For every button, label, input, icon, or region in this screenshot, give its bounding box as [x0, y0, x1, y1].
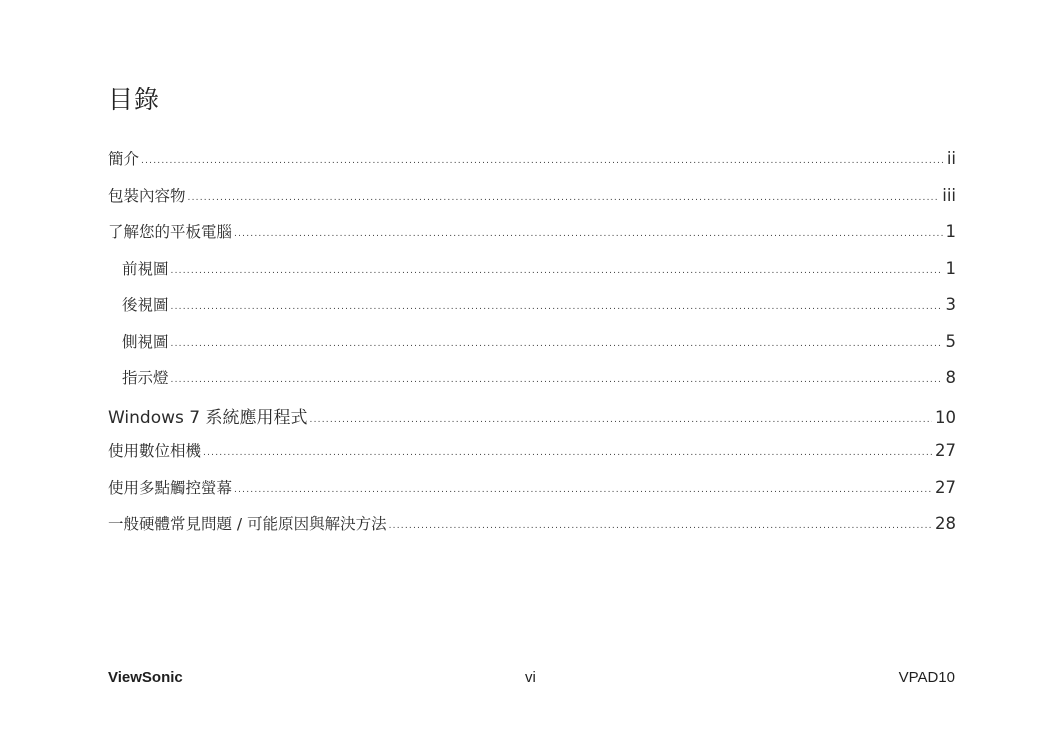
- toc-entry-page: 10: [935, 407, 956, 427]
- dot-leader: [389, 521, 932, 531]
- toc-entry-page: 5: [945, 331, 956, 351]
- dot-leader: [188, 193, 940, 203]
- toc-entry-label: 後視圖: [122, 296, 169, 314]
- toc-entry-label: 一般硬體常見問題 / 可能原因與解決方法: [108, 515, 387, 533]
- dot-leader: [141, 156, 944, 166]
- toc-entry-front-view[interactable]: [108, 257, 956, 294]
- toc-entry-know-your-tablet[interactable]: [108, 220, 956, 257]
- dot-leader: [171, 375, 943, 385]
- toc-entry-indicator-lights[interactable]: [108, 366, 956, 403]
- toc-entry-introduction[interactable]: [108, 147, 956, 184]
- toc-entry-page: 1: [945, 222, 956, 241]
- toc-entry-label: 包裝內容物: [108, 186, 186, 205]
- toc-entry-page: 27: [935, 477, 956, 497]
- dot-leader: [171, 266, 943, 276]
- toc-entry-page: 1: [945, 258, 956, 278]
- toc-entry-page: ii: [946, 149, 956, 168]
- toc-entry-package-contents[interactable]: [108, 184, 956, 221]
- footer-model: VPAD10: [898, 669, 955, 686]
- toc-entry-rear-view[interactable]: [108, 293, 956, 330]
- toc-entry-page: 8: [945, 368, 956, 387]
- toc-entry-label: 了解您的平板電腦: [108, 223, 233, 241]
- toc-entry-digital-camera[interactable]: [108, 439, 956, 476]
- toc-entry-label: 側視圖: [122, 332, 169, 351]
- toc-entry-label: 簡介: [108, 150, 140, 168]
- footer-brand: ViewSonic: [108, 669, 183, 686]
- dot-leader: [310, 415, 932, 425]
- dot-leader: [171, 302, 943, 312]
- toc-entry-label: 指示燈: [122, 369, 169, 387]
- toc-entry-label: 前視圖: [122, 259, 169, 278]
- toc-entry-multi-touch[interactable]: [108, 476, 956, 513]
- toc-entry-page: 28: [935, 514, 956, 533]
- toc-entry-label: Windows 7 系統應用程式: [108, 407, 308, 428]
- dot-leader: [203, 448, 932, 458]
- dot-leader: [234, 229, 942, 239]
- table-of-contents: [108, 147, 956, 549]
- dot-leader: [171, 339, 943, 349]
- toc-entry-side-view[interactable]: [108, 330, 956, 367]
- dot-leader: [234, 485, 932, 495]
- toc-entry-page: iii: [942, 185, 956, 205]
- toc-entry-label: 使用多點觸控螢幕: [108, 478, 233, 497]
- toc-entry-windows-apps[interactable]: [108, 403, 956, 440]
- toc-entry-label: 使用數位相機: [108, 442, 202, 460]
- toc-title: 目錄: [108, 85, 161, 114]
- toc-entry-page: 3: [945, 295, 956, 314]
- footer-page-number: vi: [525, 669, 536, 686]
- toc-entry-page: 27: [935, 441, 956, 460]
- toc-entry-hardware-faq[interactable]: [108, 512, 956, 549]
